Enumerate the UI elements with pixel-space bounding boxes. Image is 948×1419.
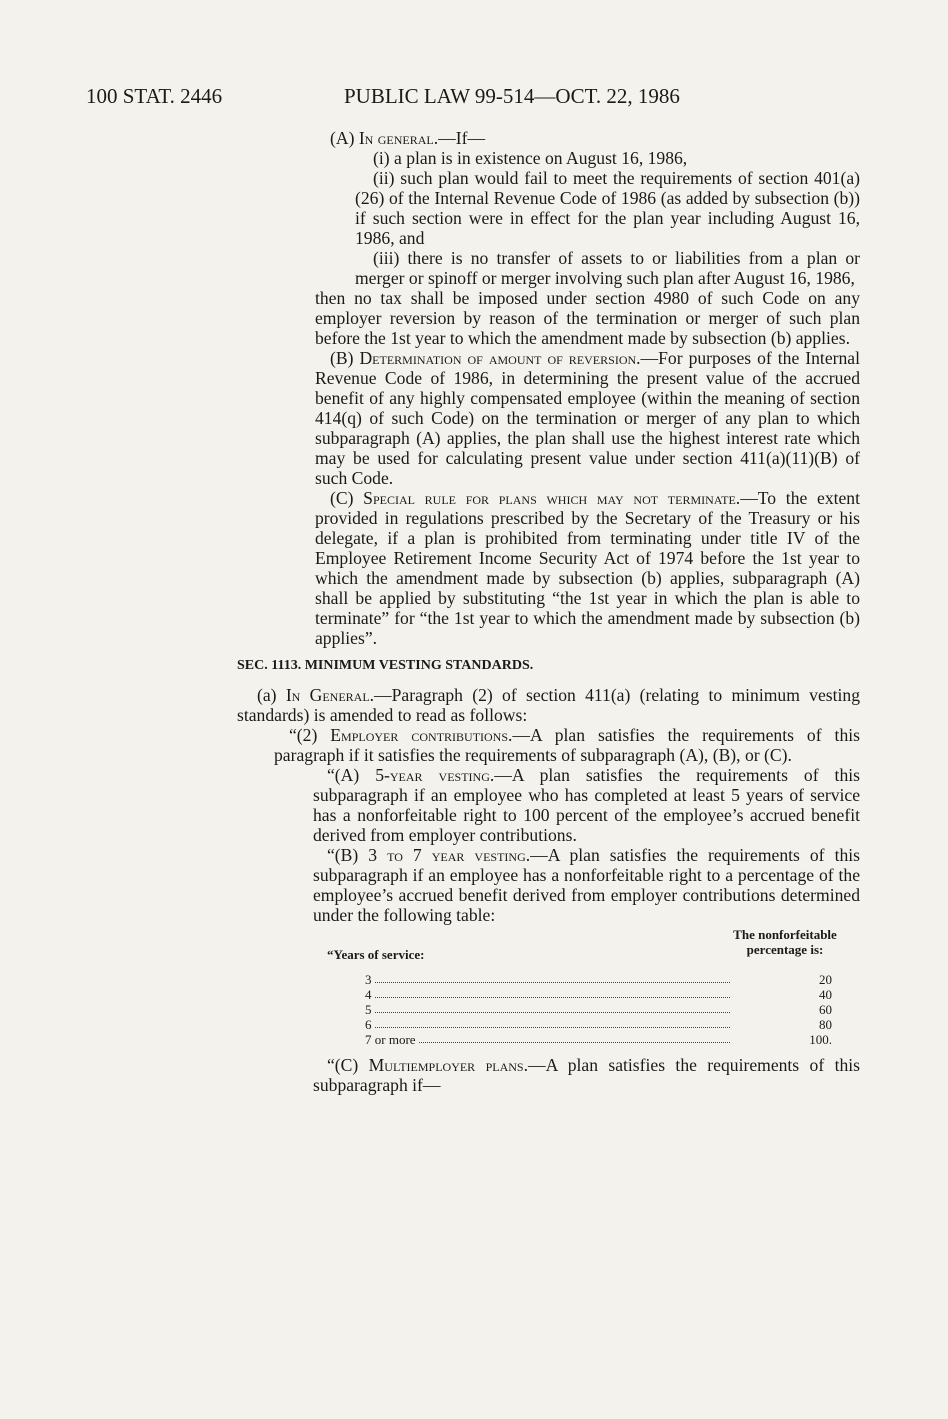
- years-cell: 4: [365, 987, 372, 1002]
- percentage-cell: 100.: [809, 1032, 832, 1047]
- percentage-cell: 20: [819, 972, 832, 987]
- then-clause: then no tax shall be imposed under section 4980 of such Code on any employer reversion by reason of the termination or merger of such plan before the 1st year to which the amendment made by subsection (b) applies.: [315, 288, 860, 348]
- leader-dots: [365, 1012, 730, 1013]
- subparagraph-heading: Multiemployer plans: [368, 1055, 524, 1075]
- paragraph-2: “(2) Employer contributions.—A plan satisfies the requirements of this paragraph if it satisfies the requirements of subparagraph (A), (B), or (C).: [274, 725, 860, 765]
- subparagraph-c: (C) Special rule for plans which may not terminate.—To the extent provided in regulations prescribed by the Secretary of the Treasury or his delegate, if a plan is prohibited from terminating under title IV of the Employee Retirement Income Security Act of 1974 before the 1st year to which the amendment made by subsection (b) applies, subparagraph (A) shall be applied by substituting “the 1st year in which the plan is able to terminate” for “the 1st year to which the amendment made by subsection (b) applies”.: [315, 488, 860, 648]
- clause-iii: (iii) there is no transfer of assets to or liabilities from a plan or merger or spinoff or merger involving such plan after August 16, 1986,: [355, 248, 860, 288]
- years-cell: 7 or more: [365, 1032, 416, 1047]
- vesting-table: [315, 927, 860, 1047]
- percentage-cell: 40: [819, 987, 832, 1002]
- years-cell: 5: [365, 1002, 372, 1017]
- subparagraph-multiemployer: “(C) Multiemployer plans.—A plan satisfies the requirements of this subparagraph if—: [313, 1055, 860, 1095]
- subsection-heading: In General: [285, 685, 370, 705]
- section-heading: SEC. 1113. MINIMUM VESTING STANDARDS.: [237, 658, 534, 673]
- subparagraph-heading: Special rule for plans which may not terminate: [363, 488, 736, 508]
- page-header: [86, 84, 908, 114]
- clause-ii: (ii) such plan would fail to meet the requirements of section 401(a)(26) of the Internal Revenue Code of 1986 (as added by subsection (b)) if such section were in effect for the plan year including August 16, 1986, and: [355, 168, 860, 248]
- subparagraph-heading: 5-year vesting: [375, 765, 490, 785]
- subparagraph-3-to-7: “(B) 3 to 7 year vesting.—A plan satisfies the requirements of this subparagraph if an employee has a nonforfeitable right to a percentage of the employee’s accrued benefit derived from employer contributions determined under the following table:: [313, 845, 860, 925]
- law-title: PUBLIC LAW 99-514—OCT. 22, 1986: [344, 84, 680, 108]
- table-row: [365, 1032, 860, 1047]
- table-row: [365, 1017, 860, 1032]
- stat-citation: 100 STAT. 2446: [86, 84, 223, 108]
- table-row: [365, 972, 860, 987]
- table-row: [365, 1002, 860, 1017]
- percentage-cell: 60: [819, 1002, 832, 1017]
- subsection-a: (a) In General.—Paragraph (2) of section 411(a) (relating to minimum vesting standards) is amended to read as follows:: [237, 685, 860, 725]
- paragraph-heading: Employer contributions: [330, 725, 509, 745]
- subparagraph-heading: Determination of amount of reversion: [359, 348, 637, 368]
- subparagraph-5-year: “(A) 5-year vesting.—A plan satisfies the requirements of this subparagraph if an employee who has completed at least 5 years of service has a nonforfeitable right to 100 percent of the employee’s accrued benefit derived from employer contributions.: [313, 765, 860, 845]
- percentage-cell: 80: [819, 1017, 832, 1032]
- subparagraph-heading: 3 to 7 year vesting: [368, 845, 526, 865]
- clause-i: (i) a plan is in existence on August 16, 1986,: [373, 148, 688, 168]
- table-header-years: “Years of service:: [327, 947, 425, 962]
- years-cell: 3: [365, 972, 372, 987]
- leader-dots: [365, 1042, 730, 1043]
- years-cell: 6: [365, 1017, 372, 1032]
- table-header-percentage: The nonforfeitable percentage is:: [733, 927, 837, 957]
- subparagraph-heading: In general: [358, 128, 434, 148]
- leader-dots: [365, 997, 730, 998]
- leader-dots: [365, 982, 730, 983]
- table-row: [365, 987, 860, 1002]
- subparagraph-a-general: (A) In general.—If—: [330, 128, 486, 148]
- document-body: [0, 128, 948, 1095]
- leader-dots: [365, 1027, 730, 1028]
- subparagraph-b: (B) Determination of amount of reversion.—For purposes of the Internal Revenue Code of 1986, in determining the present value of the accrued benefit of any highly compensated employee (within the meaning of section 414(q) of such Code) on the termination or merger of any plan to which subparagraph (A) applies, the plan shall use the highest interest rate which may be used for calculating present value under section 411(a)(11)(B) of such Code.: [315, 348, 860, 488]
